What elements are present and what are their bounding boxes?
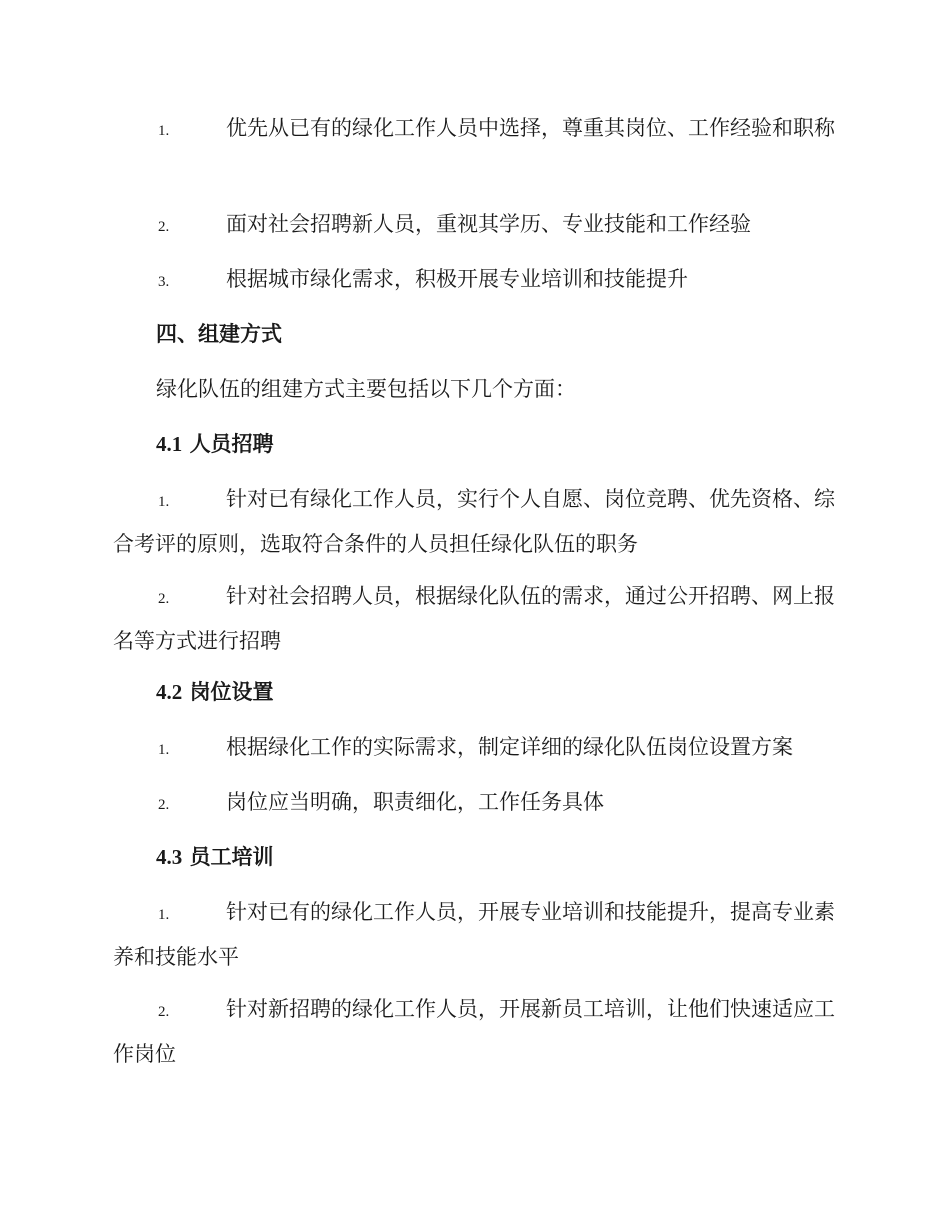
list-text: 针对已有绿化工作人员，实行个人自愿、岗位竞聘、优先资格、综合考评的原则，选取符合条件的人员担任绿化队伍的职务 bbox=[113, 487, 835, 556]
subsection-title: 员工培训 bbox=[189, 844, 274, 869]
list-text: 岗位应当明确，职责细化，工作任务具体 bbox=[226, 790, 604, 814]
list-item bbox=[113, 988, 835, 1075]
subsection-heading bbox=[113, 671, 878, 713]
section-heading: 四、组建方式 bbox=[156, 321, 282, 346]
list-item bbox=[113, 203, 835, 248]
list-item bbox=[113, 726, 835, 771]
list-item bbox=[113, 107, 835, 152]
list-text: 针对社会招聘人员，根据绿化队伍的需求，通过公开招聘、网上报名等方式进行招聘 bbox=[113, 584, 835, 653]
list-text: 针对已有的绿化工作人员，开展专业培训和技能提升，提高专业素养和技能水平 bbox=[113, 900, 835, 969]
list-number: 1. bbox=[158, 907, 170, 923]
list-text: 面对社会招聘新人员，重视其学历、专业技能和工作经验 bbox=[226, 212, 751, 236]
list-text: 根据绿化工作的实际需求，制定详细的绿化队伍岗位设置方案 bbox=[226, 735, 793, 759]
subsection-heading bbox=[113, 836, 878, 878]
subsection-heading bbox=[113, 423, 878, 465]
subsection-number: 4.3 bbox=[156, 845, 183, 869]
subsection-title: 岗位设置 bbox=[189, 679, 274, 704]
subsection-number: 4.1 bbox=[156, 432, 183, 456]
list-number: 3. bbox=[158, 274, 170, 290]
list-number: 2. bbox=[158, 591, 170, 607]
list-text: 针对新招聘的绿化工作人员，开展新员工培训，让他们快速适应工作岗位 bbox=[113, 997, 835, 1066]
list-number: 2. bbox=[158, 1004, 170, 1020]
subsection-title: 人员招聘 bbox=[189, 431, 274, 456]
list-text: 优先从已有的绿化工作人员中选择，尊重其岗位、工作经验和职称 bbox=[226, 116, 835, 140]
list-number: 2. bbox=[158, 219, 170, 235]
subsection-number: 4.2 bbox=[156, 680, 183, 704]
list-number: 2. bbox=[158, 797, 170, 813]
list-item bbox=[113, 478, 835, 565]
section-intro: 绿化队伍的组建方式主要包括以下几个方面： bbox=[156, 377, 576, 401]
list-text: 根据城市绿化需求，积极开展专业培训和技能提升 bbox=[226, 267, 688, 291]
list-item bbox=[113, 575, 835, 662]
list-item bbox=[113, 891, 835, 978]
list-number: 1. bbox=[158, 494, 170, 510]
list-item bbox=[113, 258, 835, 303]
list-number: 1. bbox=[158, 742, 170, 758]
list-number: 1. bbox=[158, 123, 170, 139]
list-item bbox=[113, 781, 835, 826]
